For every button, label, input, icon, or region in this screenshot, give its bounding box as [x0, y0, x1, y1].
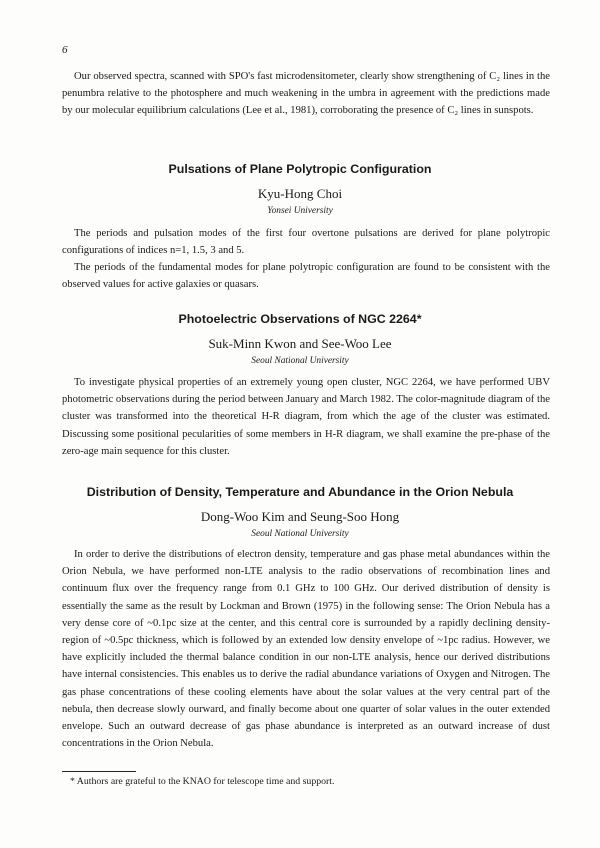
abstract-2-authors: Suk-Minn Kwon and See-Woo Lee — [208, 336, 392, 351]
abstract-1-affiliation: Yonsei University — [267, 206, 333, 216]
abstract-2-paragraph-1: To investigate physical properties of an extremely young open cluster, NGC 2264, we have performed UBV photometric observations during the period between January and March 1982. The color-magnitude diagram of the cluster was transformed into the theoretical H-R diagram, from which the age of the cluster was estimated. Discussing some positional pecularities of some members in H-R diagram, we shall examine the pre-phase of the zero-age main sequence for this cluster. — [62, 377, 550, 457]
page-number: 6 — [62, 44, 68, 56]
abstract-1-authors: Kyu-Hong Choi — [257, 186, 343, 201]
abstract-1-paragraph-1: The periods and pulsation modes of the first four overtone pulsations are derived for plane polytropic configurations of indices n=1, 1.5, 3 and 5. — [62, 228, 550, 257]
abstract-1-paragraph-2: The periods of the fundamental modes for plane polytropic configuration are found to be consistent with the observed values for active galaxies or quasars. — [62, 262, 550, 291]
abstract-2-title: Photoelectric Observations of NGC 2264* — [178, 312, 422, 326]
footnote-rule — [62, 771, 136, 772]
intro-paragraph: Our observed spectra, scanned with SPO's fast microdensitometer, clearly show strengthening of C₂ lines in the penumbra relative to the photosphere and much weakening in the umbra in agreement with the predictions made by our molecular equilibrium calculations (Lee et al., 1981), corroborating the presence of C₂ lines in sunspots. — [62, 71, 550, 117]
abstract-1-title: Pulsations of Plane Polytropic Configuration — [168, 162, 432, 176]
abstract-3-paragraph-1: In order to derive the distributions of electron density, temperature and gas phase metal abundances within the Orion Nebula, we have performed non-LTE analysis to the radio observations of recombination lines and continuum flux over the frequency range from 0.1 GHz to 100 GHz. Our derived distribution of density is essentially the same as the result by Lockman and Brown (1975) in the following sense: The Orion Nebula has a very dense core of ~0.1pc size at the center, and this central core is surrounded by a rapidly declining density-region of ~0.5pc thickness, which is followed by an extended low density envelope of ~1pc radius. However, we have explicitly included the thermal balance condition in our non-LTE analysis, hence our derived distributions have internal consistencies. This enables us to derive the radial abundance variations of Oxygen and Nitrogen. The gas phase concentrations of these cooling elements have about the solar values at the very central part of the nebula, then decrease slowly ourward, and finally become about one quarter of solar values in the outer extended envelope. Such an outward decrease of gas phase abundance is interpreted as an outward increase of dust concentrations in the Orion Nebula. — [62, 549, 550, 750]
abstract-2-affiliation: Seoul National University — [251, 356, 349, 366]
footnote: * Authors are grateful to the KNAO for telescope time and support. — [70, 776, 335, 787]
abstract-3-title: Distribution of Density, Temperature and Abundance in the Orion Nebula — [86, 485, 514, 499]
abstract-3-authors: Dong-Woo Kim and Seung-Soo Hong — [200, 509, 400, 524]
abstract-3-affiliation: Seoul National University — [251, 529, 349, 539]
